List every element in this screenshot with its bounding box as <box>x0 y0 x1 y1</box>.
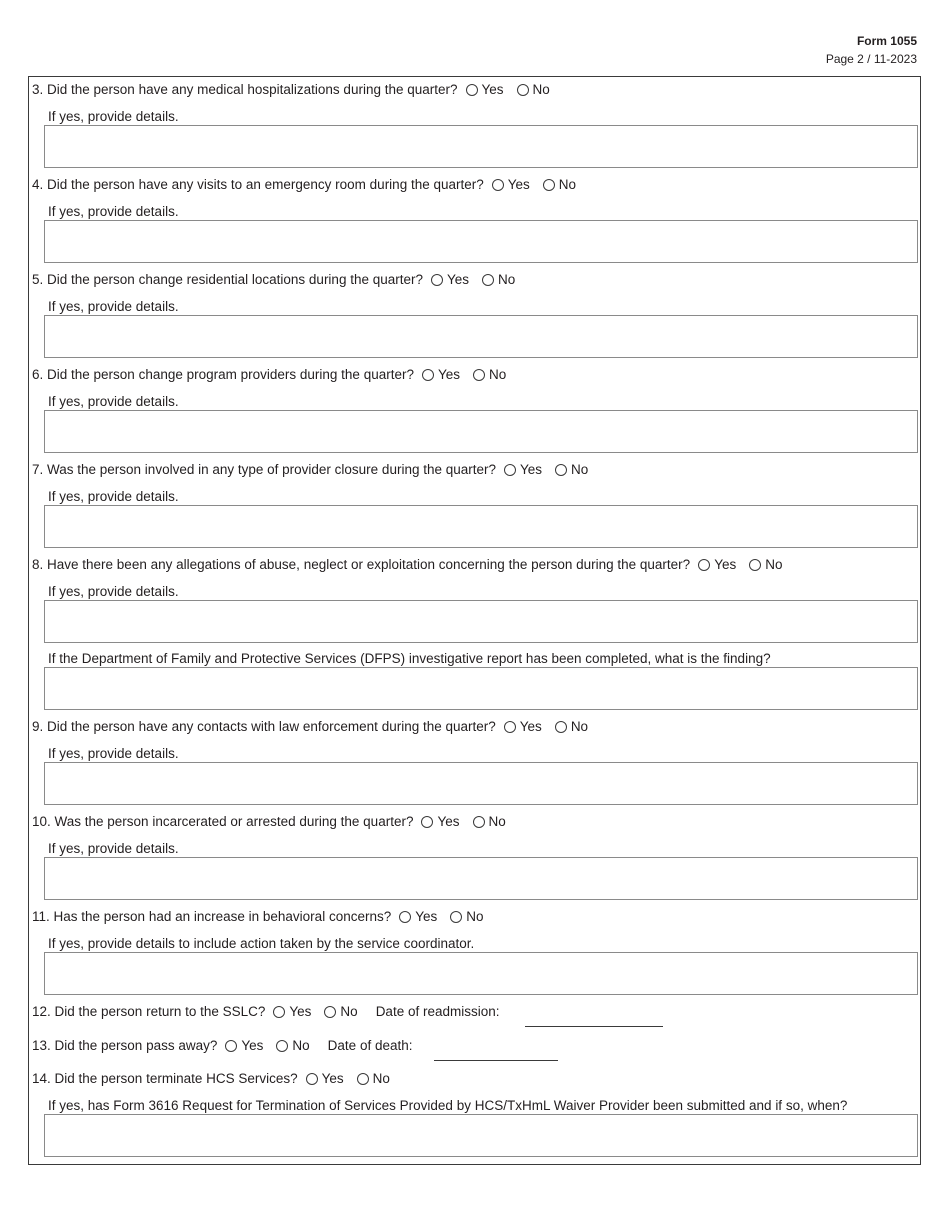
radio-circle <box>749 559 761 571</box>
question-10-details-label: If yes, provide details. <box>48 841 179 856</box>
question-14-no-radio[interactable]: No <box>357 1071 390 1087</box>
radio-circle <box>422 369 434 381</box>
question-5-text: 5. Did the person change residential locations during the quarter? <box>32 272 423 287</box>
question-10-yes-radio[interactable]: Yes <box>421 814 459 830</box>
radio-circle <box>399 911 411 923</box>
question-5-no-radio[interactable]: No <box>482 272 515 288</box>
question-11 <box>32 909 497 925</box>
question-11-no-radio[interactable]: No <box>450 909 483 925</box>
page-info: Page 2 / 11-2023 <box>825 52 917 66</box>
question-8-finding-field[interactable] <box>44 667 918 710</box>
radio-circle <box>431 274 443 286</box>
question-14-text: 14. Did the person terminate HCS Services? <box>32 1071 298 1086</box>
question-13-no-radio[interactable]: No <box>276 1038 309 1054</box>
death-date-field[interactable] <box>434 1042 558 1061</box>
question-8 <box>32 557 796 573</box>
radio-circle <box>421 816 433 828</box>
radio-circle <box>698 559 710 571</box>
question-9-no-radio[interactable]: No <box>555 719 588 735</box>
question-7-details-label: If yes, provide details. <box>48 489 179 504</box>
radio-circle <box>273 1006 285 1018</box>
question-12-yes-radio[interactable]: Yes <box>273 1004 311 1020</box>
question-8-finding-label: If the Department of Family and Protective Services (DFPS) investigative report has been completed, what is the finding? <box>48 651 771 666</box>
question-6-details-label: If yes, provide details. <box>48 394 179 409</box>
question-3 <box>32 82 563 98</box>
question-8-text: 8. Have there been any allegations of abuse, neglect or exploitation concerning the person during the quarter? <box>32 557 691 572</box>
question-6 <box>32 367 519 383</box>
question-13-text: 13. Did the person pass away? <box>32 1038 218 1053</box>
question-12 <box>32 1004 500 1020</box>
question-11-text: 11. Has the person had an increase in behavioral concerns? <box>32 909 392 924</box>
radio-circle <box>482 274 494 286</box>
question-4-details-label: If yes, provide details. <box>48 204 179 219</box>
question-10-no-radio[interactable]: No <box>473 814 506 830</box>
radio-circle <box>555 721 567 733</box>
radio-circle <box>276 1040 288 1052</box>
question-7-no-radio[interactable]: No <box>555 462 588 478</box>
question-7-text: 7. Was the person involved in any type of provider closure during the quarter? <box>32 462 497 477</box>
question-4-details-field[interactable] <box>44 220 918 263</box>
question-9-details-label: If yes, provide details. <box>48 746 179 761</box>
question-3-details-field[interactable] <box>44 125 918 168</box>
radio-circle <box>517 84 529 96</box>
question-6-no-radio[interactable]: No <box>473 367 506 383</box>
radio-circle <box>504 464 516 476</box>
question-11-details-field[interactable] <box>44 952 918 995</box>
radio-circle <box>473 816 485 828</box>
question-10 <box>32 814 519 830</box>
question-5-details-field[interactable] <box>44 315 918 358</box>
question-14-yes-radio[interactable]: Yes <box>306 1071 344 1087</box>
form-number: Form 1055 <box>856 34 917 48</box>
question-10-text: 10. Was the person incarcerated or arrested during the quarter? <box>32 814 414 829</box>
readmission-date-label: Date of readmission: <box>375 1004 500 1019</box>
question-6-yes-radio[interactable]: Yes <box>422 367 460 383</box>
radio-circle <box>504 721 516 733</box>
radio-circle <box>324 1006 336 1018</box>
question-9 <box>32 719 601 735</box>
question-8-details-field[interactable] <box>44 600 918 643</box>
question-4-text: 4. Did the person have any visits to an emergency room during the quarter? <box>32 177 484 192</box>
question-3-details-label: If yes, provide details. <box>48 109 179 124</box>
radio-circle <box>492 179 504 191</box>
question-6-text: 6. Did the person change program providers during the quarter? <box>32 367 414 382</box>
question-4-no-radio[interactable]: No <box>543 177 576 193</box>
death-date-label: Date of death: <box>327 1038 413 1053</box>
question-12-text: 12. Did the person return to the SSLC? <box>32 1004 266 1019</box>
question-7-details-field[interactable] <box>44 505 918 548</box>
question-3-yes-radio[interactable]: Yes <box>466 82 504 98</box>
question-13-yes-radio[interactable]: Yes <box>225 1038 263 1054</box>
question-7-yes-radio[interactable]: Yes <box>504 462 542 478</box>
radio-circle <box>555 464 567 476</box>
question-8-details-label: If yes, provide details. <box>48 584 179 599</box>
radio-circle <box>466 84 478 96</box>
radio-circle <box>473 369 485 381</box>
question-14-details-field[interactable] <box>44 1114 918 1157</box>
question-10-details-field[interactable] <box>44 857 918 900</box>
question-4-yes-radio[interactable]: Yes <box>492 177 530 193</box>
question-5-yes-radio[interactable]: Yes <box>431 272 469 288</box>
question-9-text: 9. Did the person have any contacts with law enforcement during the quarter? <box>32 719 496 734</box>
question-3-no-radio[interactable]: No <box>517 82 550 98</box>
radio-circle <box>450 911 462 923</box>
question-4 <box>32 177 589 193</box>
question-14-details-label: If yes, has Form 3616 Request for Termination of Services Provided by HCS/TxHmL Waiver Provider been submitted and if so, when? <box>48 1098 848 1113</box>
radio-circle <box>225 1040 237 1052</box>
question-9-yes-radio[interactable]: Yes <box>504 719 542 735</box>
question-12-no-radio[interactable]: No <box>324 1004 357 1020</box>
question-11-yes-radio[interactable]: Yes <box>399 909 437 925</box>
radio-circle <box>357 1073 369 1085</box>
question-11-details-label: If yes, provide details to include action taken by the service coordinator. <box>48 936 475 951</box>
radio-circle <box>306 1073 318 1085</box>
question-5-details-label: If yes, provide details. <box>48 299 179 314</box>
question-6-details-field[interactable] <box>44 410 918 453</box>
readmission-date-field[interactable] <box>525 1008 663 1027</box>
question-14 <box>32 1071 403 1087</box>
question-8-no-radio[interactable]: No <box>749 557 782 573</box>
question-7 <box>32 462 601 478</box>
question-13 <box>32 1038 412 1054</box>
question-3-text: 3. Did the person have any medical hospitalizations during the quarter? <box>32 82 458 97</box>
question-9-details-field[interactable] <box>44 762 918 805</box>
question-8-yes-radio[interactable]: Yes <box>698 557 736 573</box>
question-5 <box>32 272 528 288</box>
radio-circle <box>543 179 555 191</box>
